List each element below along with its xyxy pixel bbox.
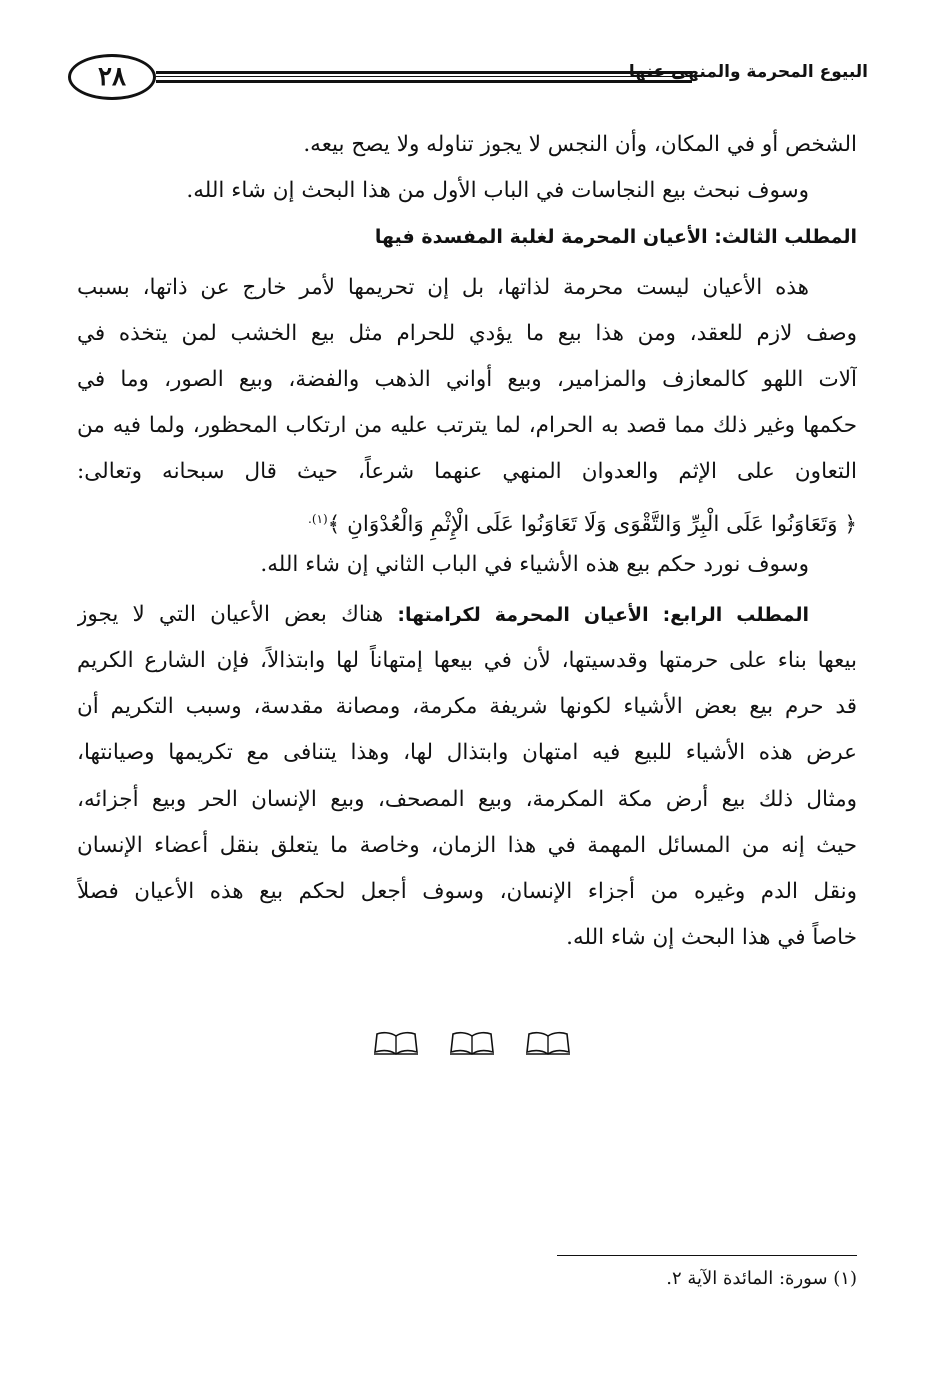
paragraph-line: حيث إنه من المسائل المهمة في هذا الزمان، وخاصة ما يتعلق بنقل أعضاء الإنسان xyxy=(77,832,857,858)
page-header xyxy=(68,52,868,108)
paragraph-line: عرض هذه الأشياء للبيع فيه امتهان وابتذال لها، وهذا يتنافى مع تكريمها وصيانتها، xyxy=(77,740,857,766)
body-text xyxy=(77,122,857,961)
paragraph-line: وسوف نورد حكم بيع هذه الأشياء في الباب الثاني إن شاء الله. xyxy=(260,551,809,577)
paragraph-line: الشخص أو في المكان، وأن النجس لا يجوز تناوله ولا يصح بيعه. xyxy=(303,132,857,157)
section-heading-3 xyxy=(77,214,857,260)
paragraph-line: ونقل الدم وغيره من أجزاء الإنسان، وسوف أجعل لحكم بيع هذه الأعيان فصلاً xyxy=(77,879,857,904)
paragraph-line: قد حرم بيع بعض الأشياء لكونها شريفة مكرمة، ومصانة مقدسة، وسبب التكريم أن xyxy=(77,694,857,720)
heading-text: المطلب الرابع: الأعيان المحرمة لكرامتها: xyxy=(397,603,809,626)
footnote-ref: (١). xyxy=(308,511,328,526)
quran-verse-line xyxy=(77,496,857,542)
paragraph-line: وسوف نبحث بيع النجاسات في الباب الأول من هذا البحث إن شاء الله. xyxy=(186,178,809,204)
running-title: البيوع المحرمة والمنهي عنها xyxy=(628,62,868,82)
paragraph-line: التعاون على الإثم والعدوان المنهي عنهما شرعاً، حيث قال سبحانه وتعالى: xyxy=(77,459,857,485)
section-heading-4-line xyxy=(77,592,857,638)
heading-text: المطلب الثالث: الأعيان المحرمة لغلبة المفسدة فيها xyxy=(374,226,857,249)
quran-verse: ﴿ وَتَعَاوَنُوا عَلَى الْبِرِّ وَالتَّقْوَى وَلَا تَعَاوَنُوا عَلَى الْإِثْمِ وَالْعُدْوَانِ ﴾ xyxy=(327,511,857,537)
section-end-ornament xyxy=(0,1030,943,1056)
header-rule xyxy=(156,71,692,83)
footnote: (١) سورة: المائدة الآية ٢. xyxy=(666,1268,857,1289)
paragraph-line: آلات اللهو كالمعازف والمزامير، وبيع أواني الذهب والفضة، وبيع الصور، وما في xyxy=(77,366,857,392)
open-book-icon xyxy=(373,1030,419,1056)
page-number: ٢٨ xyxy=(68,54,156,100)
paragraph-line: هذه الأعيان ليست محرمة لذاتها، بل إن تحريمها لأمر خارج عن ذاتها، بسبب xyxy=(77,274,809,300)
paragraph-line: حكمها وغير ذلك مما قصد به الحرام، لما يترتب عليه من ارتكاب المحظور، ولما فيه من xyxy=(77,413,857,439)
open-book-icon xyxy=(449,1030,495,1056)
paragraph-line: بيعها بناء على حرمتها وقدسيتها، لأن في بيعها إمتهاناً لها وابتذالاً، فإن الشارع الكريم xyxy=(77,648,857,674)
paragraph-line: خاصاً في هذا البحث إن شاء الله. xyxy=(566,925,857,951)
footnote-divider xyxy=(557,1255,857,1256)
paragraph-line: وصف لازم للعقد، ومن هذا بيع ما يؤدي للحرام مثل بيع الخشب لمن يتخذه في xyxy=(77,320,857,346)
paragraph-line: ومثال ذلك بيع أرض مكة المكرمة، وبيع المصحف، وبيع الإنسان الحر وبيع أجزائه، xyxy=(77,786,857,812)
paragraph-text: هناك بعض الأعيان التي لا يجوز xyxy=(77,601,384,627)
open-book-icon xyxy=(525,1030,571,1056)
